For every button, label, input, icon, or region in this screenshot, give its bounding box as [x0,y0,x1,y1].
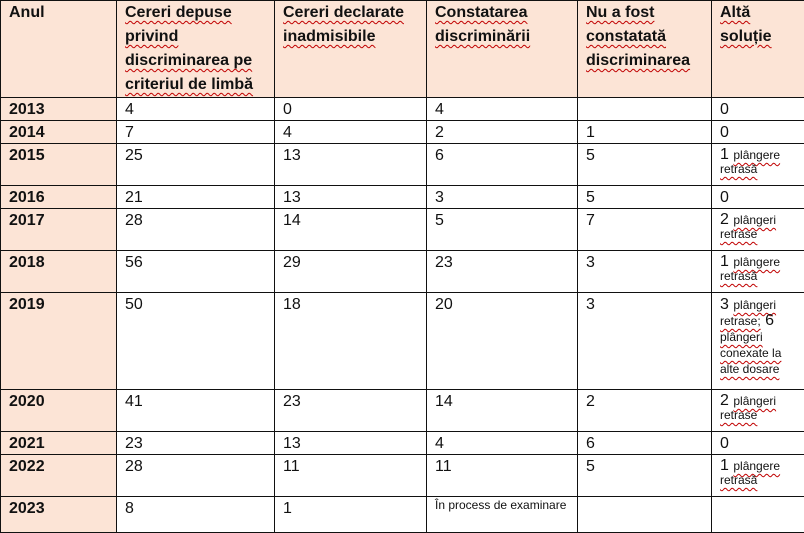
table-row [1,293,804,390]
cell-alta-solutie: 2 plângeri retrase [712,390,804,432]
cell-alta-solutie: 2 plângeri retrase [712,209,804,251]
cell-year: 2014 [1,121,117,144]
table-row [1,121,804,144]
cell-inadmisibile: 13 [275,432,427,455]
header-year: Anul [1,1,117,98]
cell-neconstatata [578,497,712,533]
cell-depuse: 50 [117,293,275,390]
header-constatare: Constatarea discriminării [427,1,578,98]
cell-constatare: 4 [427,98,578,121]
cell-year: 2018 [1,251,117,293]
cell-constatare: 5 [427,209,578,251]
cell-alta-solutie: 0 [712,121,804,144]
cell-alta-solutie: 1 plângere retrasă [712,144,804,186]
cell-inadmisibile: 14 [275,209,427,251]
cell-constatare: 3 [427,186,578,209]
cell-depuse: 28 [117,455,275,497]
cell-inadmisibile: 23 [275,390,427,432]
cell-alta-solutie: 1 plângere retrasă [712,251,804,293]
table-row [1,144,804,186]
cell-depuse: 4 [117,98,275,121]
table-row [1,390,804,432]
cell-inadmisibile: 13 [275,186,427,209]
table-row [1,497,804,533]
header-row [1,1,804,98]
cell-year: 2023 [1,497,117,533]
cell-alta-solutie: 1 plângere retrasă [712,455,804,497]
cell-depuse: 28 [117,209,275,251]
cell-neconstatata: 5 [578,144,712,186]
table-row [1,209,804,251]
cell-neconstatata: 3 [578,293,712,390]
cell-year: 2015 [1,144,117,186]
cell-constatare: În process de examinare [427,497,578,533]
table-row [1,432,804,455]
header-depuse: Cereri depuse privind discriminarea pe criteriul de limbă [117,1,275,98]
cell-inadmisibile: 13 [275,144,427,186]
cell-alta-solutie: 0 [712,98,804,121]
cell-constatare: 2 [427,121,578,144]
table-row [1,251,804,293]
cell-constatare: 4 [427,432,578,455]
cell-inadmisibile: 1 [275,497,427,533]
cell-year: 2013 [1,98,117,121]
cell-neconstatata: 3 [578,251,712,293]
cell-inadmisibile: 18 [275,293,427,390]
cell-neconstatata: 5 [578,186,712,209]
cell-constatare: 14 [427,390,578,432]
header-inadmisibile: Cereri declarate inadmisibile [275,1,427,98]
table-row [1,455,804,497]
cell-year: 2021 [1,432,117,455]
cell-year: 2016 [1,186,117,209]
cell-year: 2019 [1,293,117,390]
cell-neconstatata [578,98,712,121]
cell-depuse: 7 [117,121,275,144]
cell-alta-solutie: 0 [712,432,804,455]
cell-neconstatata: 5 [578,455,712,497]
cell-depuse: 8 [117,497,275,533]
cell-depuse: 41 [117,390,275,432]
cell-constatare: 6 [427,144,578,186]
cell-depuse: 21 [117,186,275,209]
cell-neconstatata: 1 [578,121,712,144]
cell-depuse: 23 [117,432,275,455]
cell-year: 2022 [1,455,117,497]
cell-alta-solutie [712,497,804,533]
cell-year: 2020 [1,390,117,432]
cell-depuse: 56 [117,251,275,293]
cell-alta-solutie: 0 [712,186,804,209]
cell-constatare: 20 [427,293,578,390]
cell-neconstatata: 6 [578,432,712,455]
cell-inadmisibile: 11 [275,455,427,497]
table-row [1,186,804,209]
cell-inadmisibile: 4 [275,121,427,144]
header-neconstatata: Nu a fost constatată discriminarea [578,1,712,98]
cell-inadmisibile: 0 [275,98,427,121]
cell-constatare: 23 [427,251,578,293]
cell-neconstatata: 7 [578,209,712,251]
cell-constatare: 11 [427,455,578,497]
cell-inadmisibile: 29 [275,251,427,293]
cell-neconstatata: 2 [578,390,712,432]
cell-alta-solutie: 3 plângeri retrase; 6 plângeri conexate la alte dosare [712,293,804,390]
header-alta-solutie: Altă soluție [712,1,804,98]
cell-depuse: 25 [117,144,275,186]
cell-year: 2017 [1,209,117,251]
table-row [1,98,804,121]
